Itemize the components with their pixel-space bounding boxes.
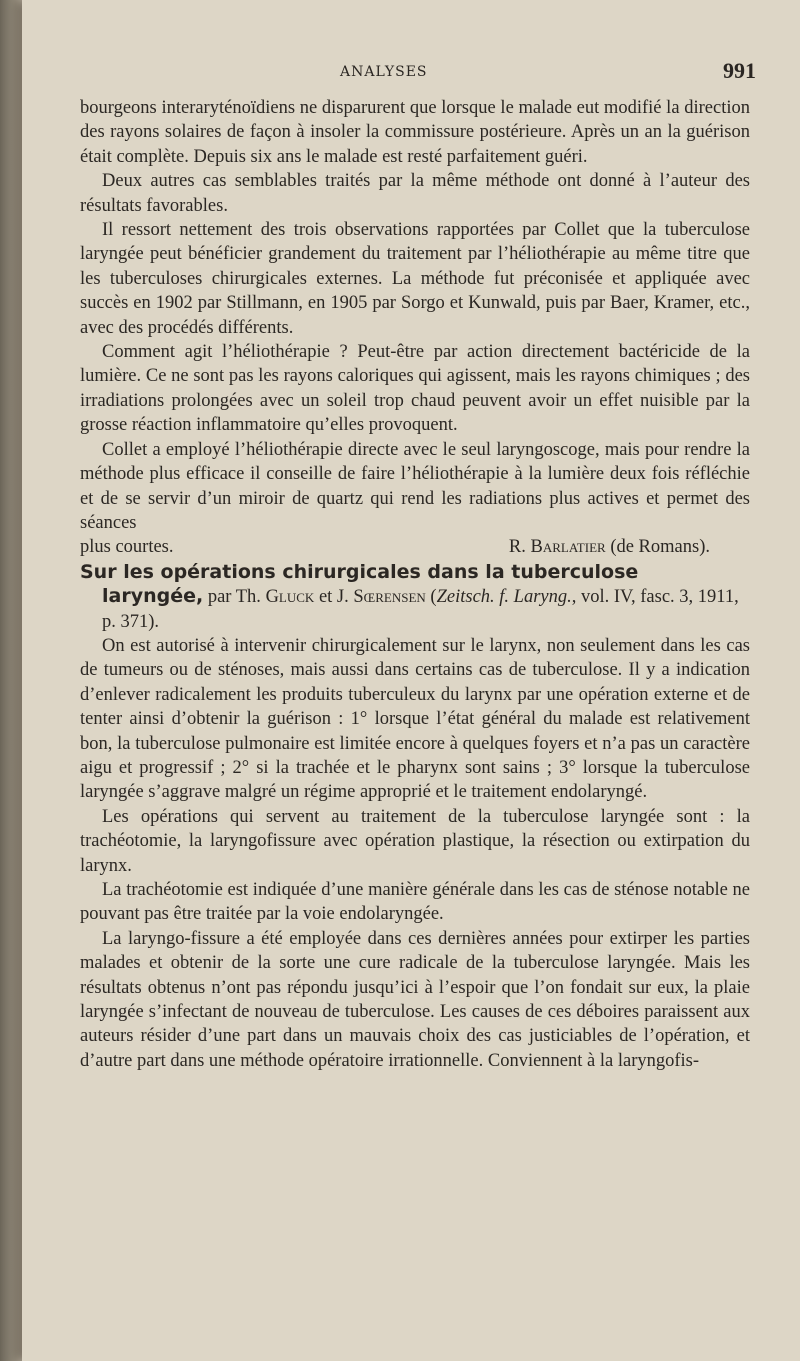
paragraph-9: La laryngo-fissure a été employée dans ces dernières années pour extirper les parties malades et obtenir de la sorte une cure radicale de la tuberculose laryngée. Mais les résultats obtenus n’ont pas répondu jusqu’ici à l’espoir que l’on fondait sur eux, la plaie laryngée s’infectant de nouveau de tuberculose. Les causes de ces déboires paraissent aux auteurs résider d’une part dans un mauvais choix des cas justiciables de l’opération, et d’autre part dans une méthode opératoire irrationnelle. Conviennent à la laryngofis- — [80, 928, 750, 1071]
signature-place: (de Romans). — [610, 537, 710, 558]
book-page — [22, 0, 800, 1361]
authors-prefix: par Th. — [207, 587, 261, 608]
paragraph-4: Comment agit l’héliothérapie ? Peut-être par action directement bactéricide de la lumière. Ce ne sont pas les rayons caloriques qui agissent, mais les rayons chimiques ; des irradiations prolongées avec un soleil trop chaud peuvent avoir un effet nuisible par la grosse réaction inflammatoire qu’elles provoquent. — [80, 342, 750, 436]
journal-name: Zeitsch. f. Laryng. — [436, 587, 572, 608]
paragraph-6: On est autorisé à intervenir chirurgicalement sur le larynx, non seulement dans les cas de tumeurs ou de sténoses, mais aussi dans certains cas de tuberculose. Il y a indication d’enlever radicalement les produits tuberculeux du larynx par une opération externe et de tenter ainsi d’obtenir la guérison : 1° lorsque l’état général du malade est relativement bon, la tuberculose pulmonaire est limitée encore à quelques foyers et n’a pas un caractère aigu et progressif ; 2° si la trachée et le pharynx sont sains ; 3° lorsque la tuberculose laryngée s’aggrave malgré un régime approprié et le traitement endolaryngé. — [80, 635, 750, 803]
article-title-line-1: Sur les opérations chirurgicales dans la tuberculose — [80, 560, 639, 583]
page-header — [22, 60, 800, 90]
running-head: ANALYSES — [340, 64, 428, 80]
paragraph-5-end: plus courtes. — [80, 537, 174, 558]
paragraph-8: La trachéotomie est indiquée d’une manière générale dans les cas de sténose notable ne pouvant pas être traitée par la voie endolaryngée. — [80, 880, 750, 925]
review-signature — [509, 535, 710, 559]
paragraph-5: Collet a employé l’héliothérapie directe avec le seul laryngoscoge, mais pour rendre la méthode plus efficace il conseille de faire l’héliothérapie à la lumière deux fois réfléchie et de se servir d’un miroir de quartz qui rend les radiations plus actives et permet des séances — [80, 439, 750, 533]
paragraph-7: Les opérations qui servent au traitement de la tuberculose laryngée sont : la trachéotomie, la laryngofissure avec opération plastique, la résection ou extirpation du larynx. — [80, 806, 750, 876]
page-number: 991 — [723, 58, 756, 83]
article-heading — [80, 560, 750, 634]
article-title-line-2: laryngée, par Th. Gluck et J. Sœrensen (Zeitsch. f. Laryng., vol. IV, fasc. 3, 1911, p. 371). — [102, 585, 739, 632]
article-title-word: laryngée, — [102, 585, 204, 608]
signature-line — [80, 535, 750, 559]
author-soerensen: Sœrensen — [353, 587, 426, 608]
author-gluck: Gluck — [265, 587, 315, 608]
paragraph-1: bourgeons interaryténoïdiens ne disparurent que lorsque le malade eut modifié la direction des rayons solaires de façon à insoler la commissure postérieure. Après un an la guérison était complète. Depuis six ans le malade est resté parfaitement guéri. — [80, 98, 750, 167]
paragraph-2: Deux autres cas semblables traités par la même méthode ont donné à l’auteur des résultats favorables. — [80, 171, 750, 216]
paragraph-3: Il ressort nettement des trois observations rapportées par Collet que la tuberculose laryngée peut bénéficier grandement du traitement par l’héliothérapie au même titre que les tuberculoses chirurgicales externes. La méthode fut préconisée et appliquée avec succès en 1902 par Stillmann, en 1905 par Sorgo et Kunwald, puis par Baer, Kramer, etc., avec des procédés différents. — [80, 220, 750, 338]
signature-author: R. Barlatier — [508, 537, 606, 558]
authors-and: et J. — [318, 587, 349, 608]
body-text — [80, 96, 750, 1073]
journal-reference: , vol. IV, fasc. 3, 1911, p. 371). — [102, 587, 739, 632]
book-spine-shadow — [0, 0, 22, 1361]
